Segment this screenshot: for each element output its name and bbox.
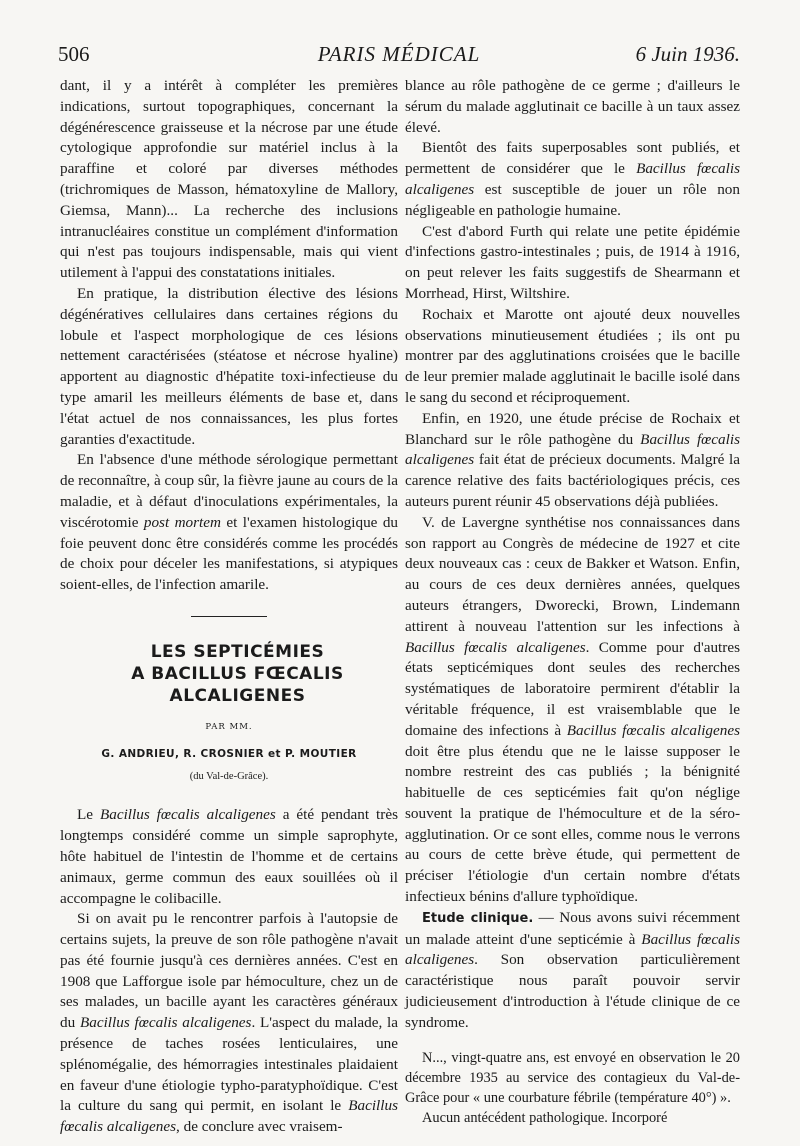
affiliation: (du Val-de-Grâce). [189, 770, 269, 782]
journal-title: PARIS MÉDICAL [317, 42, 481, 66]
section-heading: Etude clinique. [422, 910, 534, 926]
left-column [60, 76, 398, 1138]
paragraph: Enfin, en 1920, une étude précise de Rochaix et Blanchard sur le rôle pathogène du Bacillus fœcalis alcaligenes fait état de précieux documents. Malgré la carence relative des faits bactériologiques précis, ces auteurs purent réunir 45 observations déjà publiées. [405, 409, 740, 510]
paragraph: En l'absence d'une méthode sérologique permettant de reconnaître, à coup sûr, la fièvre jaune au cours de la maladie, et à défaut d'inoculations expérimentales, la viscérotomie post mortem et l'examen histologique du foie peuvent donc être considérés comme les procédés de choix pour déceler les manifestations, si atypiques soient-elles, de l'infection amarile. [60, 451, 399, 594]
title-line: LES SEPTICÉMIES [150, 641, 325, 662]
paragraph: Si on avait pu le rencontrer parfois à l'autopsie de certains sujets, la preuve de son rôle pathogène n'avait pas été fournie jusqu'à ces dernières années. C'est en 1908 que Lafforgue isole par hémoculture, chez un de ses malades, un bacille ayant les caractères généraux du Bacillus fœcalis alcaligenes. L'aspect du malade, la présence de taches rosées lenticulaires, une splénomégalie, des hémorragies intestinales plaidaient en faveur d'une étiologie typho-paratyphoïdique. C'est la culture du sang qui permit, en isolant le Bacillus fœcalis alcaligenes, de conclure avec vraisem- [60, 910, 398, 1136]
paragraph: Rochaix et Marotte ont ajouté deux nouvelles observations minutieusement étudiées ; ils ont pu montrer par des agglutinations croisées que le bacille de leur premier malade agglutinait le bacille isolé dans le sang du second et réciproquement. [405, 305, 740, 406]
paragraph: Le Bacillus fœcalis alcaligenes a été pendant très longtemps considéré comme un simple saprophyte, hôte habituel de l'intestin de l'homme et de certains animaux, germe commun des eaux souillées où il accompagne le colibacille. [60, 806, 398, 907]
right-column [405, 76, 740, 1128]
byline-par: PAR MM. [205, 721, 253, 732]
page-number: 506 [58, 42, 90, 66]
article-title [60, 641, 398, 707]
paragraph: Bientôt des faits superposables sont publiés, et permettent de considérer que le Bacillus fœcalis alcaligenes est susceptible de jouer un rôle non négligeable en pathologie humaine. [405, 139, 740, 219]
observation-paragraph: Aucun antécédent pathologique. Incorporé [422, 1110, 668, 1127]
authors: G. ANDRIEU, R. CROSNIER et P. MOUTIER [101, 747, 357, 760]
observation-paragraph: N..., vingt-quatre ans, est envoyé en observation le 20 décembre 1935 au service des contagieux du Val-de-Grâce pour « une courbature fébrile (température 40°) ». [405, 1049, 740, 1107]
paragraph: dant, il y a intérêt à compléter les premières indications, surtout topographiques, concernant la dégénérescence graisseuse et la nécrose par une étude cytologique approfondie sur matériel inclus à la paraffine et coloré par diverses méthodes (trichromiques de Masson, hématoxyline de Mallory, Giemsa, Mann)... La recherche des inclusions intranucléaires constitue un complément d'information qui n'est pas toujours indispensable, mais qui vient utilement à l'appui des constatations initiales. [60, 77, 398, 282]
issue-date: 6 Juin 1936. [635, 42, 740, 66]
paragraph: C'est d'abord Furth qui relate une petite épidémie d'infections gastro-intestinales ; puis, de 1914 à 1916, on peut relever les faits suggestifs de Shearmann et Morrhead, Hirst, Wiltshire. [405, 222, 740, 302]
title-line: ALCALIGENES [169, 685, 306, 706]
paragraph: En pratique, la distribution élective des lésions dégénératives cellulaires dans certaines régions du lobule et l'aspect morphologique de ces lésions nettement caractérisées (stéatose et nécrose hyaline) apportent au diagnostic d'hépatite toxi-infectieuse du type amaril les meilleurs éléments de base et, dans l'état actuel de nos connaissances, les plus fortes garanties d'exactitude. [60, 284, 398, 448]
paragraph: V. de Lavergne synthétise nos connaissances dans son rapport au Congrès de médecine de 1927 et cite deux nouveaux cas : ceux de Bakker et Watson. Enfin, au cours de ces deux dernières années, quelques auteurs étrangers, Dworecki, Brown, Lindemann attirent à nouveau l'attention sur les infections à Bacillus fœcalis alcaligenes. Comme pour d'autres états septicémiques dont seules des recherches systématiques de laboratoire permirent d'établir la véritable fréquence, il est vraisemblable que le domaine des infections à Bacillus fœcalis alcaligenes doit être plus étendu que ne le laisse supposer le nombre restreint des cas publiés ; la bénignité habituelle de ces septicémies fait qu'on néglige souvent la pratique de l'hémoculture et de la séro-agglutination. Or ce sont elles, comme nous le verrons au cours de cette brève étude, qui permettent de préciser l'étiologie d'un certain nombre d'états infectieux bénins d'allure typhoïdique. [405, 513, 740, 906]
page-header [58, 42, 740, 72]
paragraph: Etude clinique. — Nous avons suivi récemment un malade atteint d'une septicémie à Bacillus fœcalis alcaligenes. Son observation particulièrement caractéristique nous paraît pouvoir servir judicieusement d'introduction à l'étude clinique de ce syndrome. [405, 908, 740, 1031]
paragraph: blance au rôle pathogène de ce germe ; d'ailleurs le sérum du malade agglutinait ce bacille à un taux assez élevé. [405, 77, 740, 136]
section-divider [191, 616, 267, 617]
title-line: A BACILLUS FŒCALIS [131, 663, 344, 684]
